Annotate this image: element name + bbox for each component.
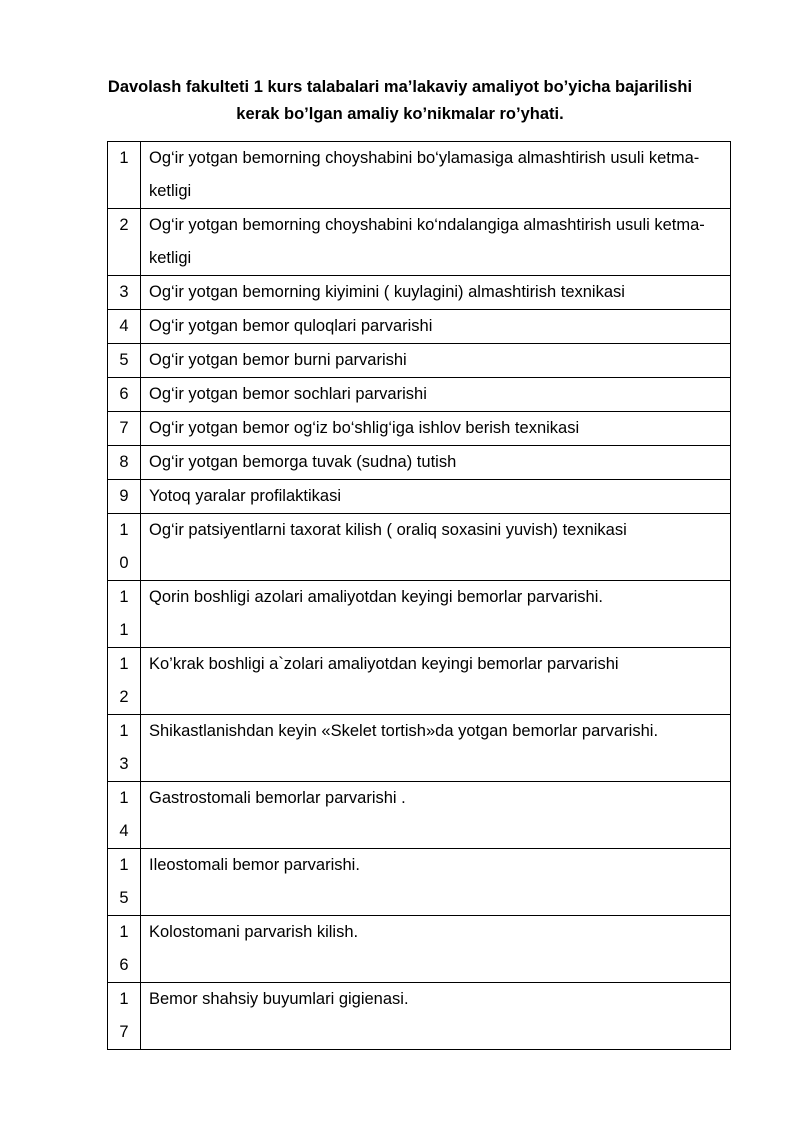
row-number: 4 bbox=[108, 310, 141, 344]
row-number-digit: 0 bbox=[119, 554, 129, 572]
row-text: Ko’krak boshligi a`zolari amaliyotdan keyingi bemorlar parvarishi bbox=[141, 648, 731, 715]
row-number-digit: 7 bbox=[119, 1023, 129, 1041]
row-number: 3 bbox=[108, 276, 141, 310]
row-number-digit: 6 bbox=[119, 956, 129, 974]
row-number-digit: 1 bbox=[119, 856, 129, 874]
row-number bbox=[108, 581, 141, 648]
row-text: Gastrostomali bemorlar parvarishi . bbox=[141, 782, 731, 849]
table-row bbox=[108, 581, 731, 648]
row-number bbox=[108, 648, 141, 715]
table-row bbox=[108, 514, 731, 581]
row-text: Shikastlanishdan keyin «Skelet tortish»da yotgan bemorlar parvarishi. bbox=[141, 715, 731, 782]
skills-table-body bbox=[108, 142, 731, 1050]
table-row bbox=[108, 715, 731, 782]
row-text: Og‘ir patsiyentlarni taxorat kilish ( oraliq soxasini yuvish) texnikasi bbox=[141, 514, 731, 581]
row-text: Ileostomali bemor parvarishi. bbox=[141, 849, 731, 916]
table-row bbox=[108, 849, 731, 916]
row-number: 6 bbox=[108, 378, 141, 412]
title-line-2: kerak bo’lgan amaliy ko’nikmalar ro’yhati. bbox=[236, 105, 564, 123]
table-row bbox=[108, 378, 731, 412]
row-text: Yotoq yaralar profilaktikasi bbox=[141, 480, 731, 514]
row-number bbox=[108, 715, 141, 782]
table-row bbox=[108, 344, 731, 378]
table-row bbox=[108, 648, 731, 715]
row-text: Og‘ir yotgan bemor quloqlari parvarishi bbox=[141, 310, 731, 344]
row-text: Og‘ir yotgan bemor burni parvarishi bbox=[141, 344, 731, 378]
row-number bbox=[108, 849, 141, 916]
row-number-digit: 1 bbox=[119, 521, 129, 539]
row-text: Og‘ir yotgan bemor sochlari parvarishi bbox=[141, 378, 731, 412]
row-number: 7 bbox=[108, 412, 141, 446]
row-number-digit: 1 bbox=[119, 789, 129, 807]
row-number-digit: 1 bbox=[119, 588, 129, 606]
row-number-digit: 5 bbox=[119, 889, 129, 907]
row-number-digit: 1 bbox=[119, 923, 129, 941]
row-number-digit: 1 bbox=[119, 722, 129, 740]
table-row bbox=[108, 310, 731, 344]
row-number: 5 bbox=[108, 344, 141, 378]
row-number-digit: 1 bbox=[119, 621, 129, 639]
row-number: 8 bbox=[108, 446, 141, 480]
table-row bbox=[108, 480, 731, 514]
row-number-digit: 3 bbox=[119, 755, 129, 773]
row-number bbox=[108, 782, 141, 849]
table-row bbox=[108, 276, 731, 310]
row-text: Og‘ir yotgan bemor og‘iz bo‘shlig‘iga ishlov berish texnikasi bbox=[141, 412, 731, 446]
row-text: Bemor shahsiy buyumlari gigienasi. bbox=[141, 983, 731, 1050]
row-number-digit: 2 bbox=[119, 688, 129, 706]
row-number bbox=[108, 514, 141, 581]
table-row bbox=[108, 983, 731, 1050]
row-text: Og‘ir yotgan bemorning choyshabini bo‘ylamasiga almashtirish usuli ketma- ketligi bbox=[141, 142, 731, 209]
row-number: 2 bbox=[108, 209, 141, 276]
table-row bbox=[108, 446, 731, 480]
row-text: Og‘ir yotgan bemorning kiyimini ( kuylagini) almashtirish texnikasi bbox=[141, 276, 731, 310]
row-text: Og‘ir yotgan bemorga tuvak (sudna) tutish bbox=[141, 446, 731, 480]
row-number-digit: 4 bbox=[119, 822, 129, 840]
row-number: 1 bbox=[108, 142, 141, 209]
table-row bbox=[108, 782, 731, 849]
table-row bbox=[108, 209, 731, 276]
row-number bbox=[108, 916, 141, 983]
table-row bbox=[108, 142, 731, 209]
document-title bbox=[0, 74, 800, 128]
row-number-digit: 1 bbox=[119, 655, 129, 673]
row-number: 9 bbox=[108, 480, 141, 514]
table-row bbox=[108, 412, 731, 446]
skills-table bbox=[107, 141, 731, 1050]
row-text: Qorin boshligi azolari amaliyotdan keyingi bemorlar parvarishi. bbox=[141, 581, 731, 648]
row-text: Og‘ir yotgan bemorning choyshabini ko‘ndalangiga almashtirish usuli ketma- ketligi bbox=[141, 209, 731, 276]
title-line-1: Davolash fakulteti 1 kurs talabalari ma’lakaviy amaliyot bo’yicha bajarilishi bbox=[107, 78, 693, 96]
row-number-digit: 1 bbox=[119, 990, 129, 1008]
table-row bbox=[108, 916, 731, 983]
row-text: Kolostomani parvarish kilish. bbox=[141, 916, 731, 983]
row-number bbox=[108, 983, 141, 1050]
